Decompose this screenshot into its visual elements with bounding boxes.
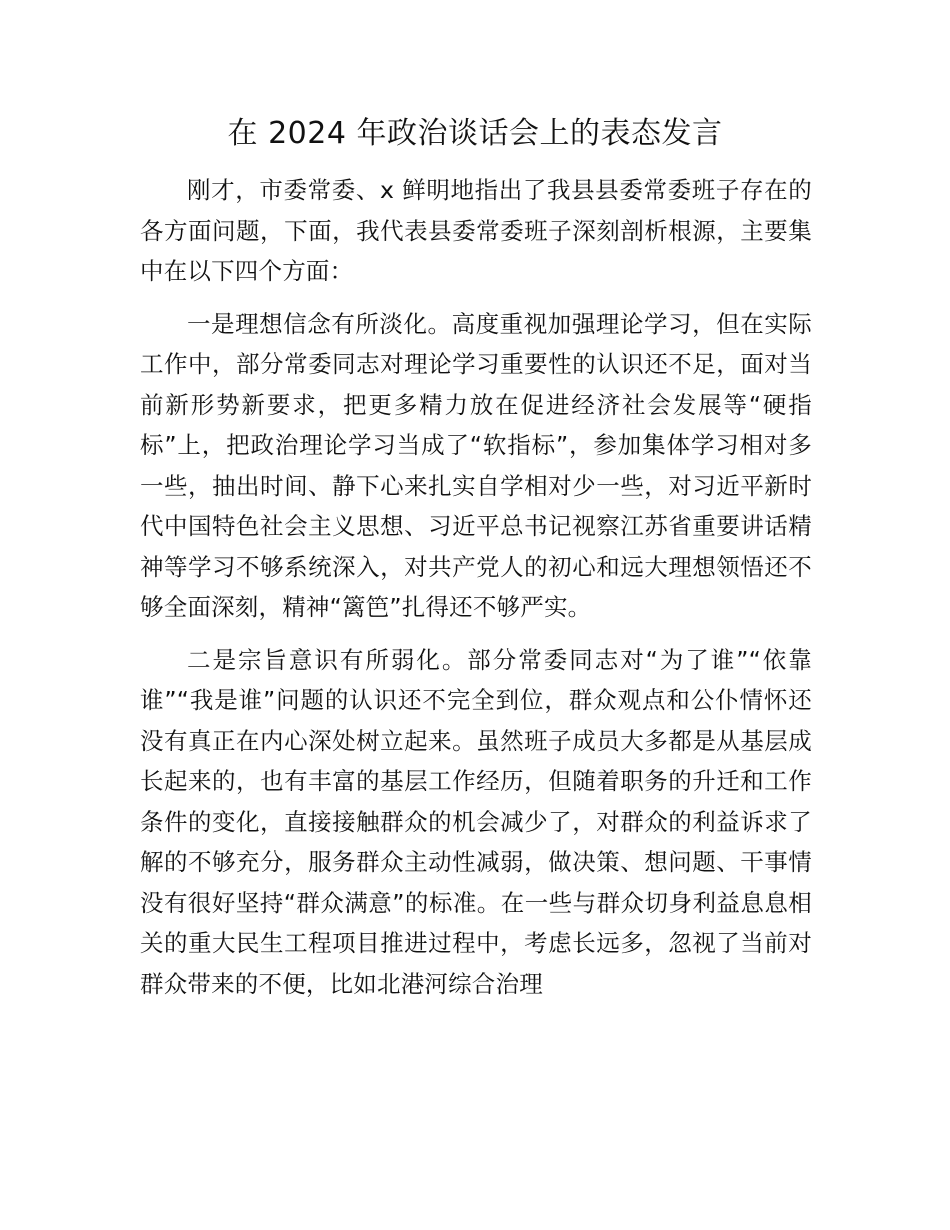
- document-title: 在 2024 年政治谈话会上的表态发言: [227, 116, 723, 151]
- paragraph-purpose: 二是宗旨意识有所弱化。部分常委同志对“为了谁”“依靠谁”“我是谁”问题的认识还不完全到位，群众观点和公仆情怀还没有真正在内心深处树立起来。虽然班子成员大多都是从基层成长起来的，也有丰富的基层工作经历，但随着职务的升迁和工作条件的变化，直接接触群众的机会减少了，对群众的利益诉求了解的不够充分，服务群众主动性减弱，做决策、想问题、干事情没有很好坚持“群众满意”的标准。在一些与群众切身利益息息相关的重大民生工程项目推进过程中，考虑长远多，忽视了当前对群众带来的不便，比如北港河综合治理: [140, 645, 812, 998]
- document-body: [140, 170, 812, 1016]
- paragraph-intro: 刚才，市委常委、x 鲜明地指出了我县县委常委班子存在的各方面问题，下面，我代表县委常委班子深刻剖析根源，主要集中在以下四个方面：: [140, 176, 812, 285]
- paragraph-ideals: 一是理想信念有所淡化。高度重视加强理论学习，但在实际工作中，部分常委同志对理论学习重要性的认识还不足，面对当前新形势新要求，把更多精力放在促进经济社会发展等“硬指标”上，把政治理论学习当成了“软指标”，参加集体学习相对多一些，抽出时间、静下心来扎实自学相对少一些，对习近平新时代中国特色社会主义思想、习近平总书记视察江苏省重要讲话精神等学习不够系统深入，对共产党人的初心和远大理想领悟还不够全面深刻，精神“篱笆”扎得还不够严实。: [140, 309, 812, 621]
